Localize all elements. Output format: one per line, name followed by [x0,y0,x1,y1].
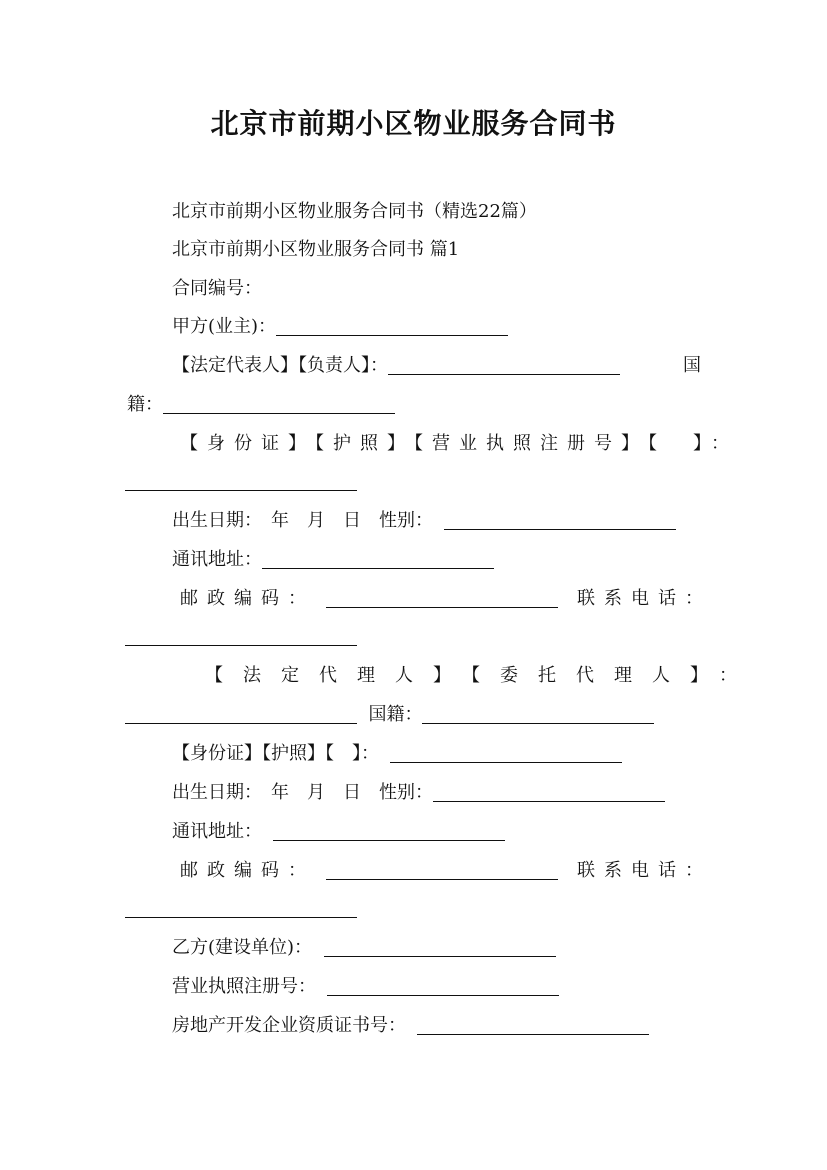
postcode-label: 邮政编码： [180,588,315,609]
address-blank[interactable] [262,548,494,569]
postcode-blank[interactable] [326,587,558,608]
postcode-line [180,586,558,612]
subtitle-line: 北京市前期小区物业服务合同书（精选22篇） [172,201,537,222]
nationality-tail-label: 籍： [127,394,163,415]
contract-number-line: 合同编号： [172,278,262,299]
qualification-blank[interactable] [417,1014,649,1035]
nationality-blank[interactable] [163,393,395,414]
id-number-blank[interactable] [125,470,357,491]
agent-phone-blank[interactable] [125,897,357,918]
agent-address-label: 通讯地址： [172,821,262,842]
party-a-label: 甲方(业主)： [172,316,277,337]
nationality-line [127,392,395,418]
party-b-line [172,935,556,961]
agent-id-line [172,741,622,767]
address-label: 通讯地址： [172,549,262,570]
agent-address-line [172,819,505,845]
birth-date-line [172,508,676,534]
birth-date-label: 出生日期： 年 月 日 性别： [172,510,433,531]
license-line [172,974,559,1000]
agent-nationality-label: 国籍： [368,704,423,725]
license-blank[interactable] [327,975,559,996]
agent-birth-date-label: 出生日期： 年 月 日 性别： [172,782,433,803]
qualification-line [172,1013,649,1039]
agent-postcode-line [180,858,558,884]
birth-gender-blank[interactable] [444,509,676,530]
agent-birth-gender-blank[interactable] [433,781,665,802]
agent-line: 【法定代理人】【委托代理人】： [205,665,757,686]
qualification-label: 房地产开发企业资质证书号： [172,1015,406,1036]
party-b-blank[interactable] [324,936,556,957]
address-line [172,547,494,573]
id-types-line: 【身份证】【护照】【营业执照注册号】【 】： [180,433,738,454]
legal-rep-line [172,353,620,379]
chapter-line: 北京市前期小区物业服务合同书 篇1 [172,239,460,260]
agent-name-line [125,702,654,728]
agent-postcode-label: 邮政编码： [180,860,315,881]
agent-phone-line [125,896,357,922]
agent-nationality-blank[interactable] [422,703,654,724]
document-title: 北京市前期小区物业服务合同书 [210,107,617,140]
party-b-label: 乙方(建设单位)： [172,937,313,958]
legal-rep-blank[interactable] [388,354,620,375]
party-a-line [172,314,508,340]
agent-id-blank[interactable] [390,742,622,763]
nationality-continued: 国 [683,355,701,376]
party-a-blank[interactable] [276,315,508,336]
agent-phone-label: 联系电话： [577,860,712,881]
agent-name-blank[interactable] [125,703,357,724]
phone-line [125,624,357,650]
agent-postcode-blank[interactable] [326,859,558,880]
legal-rep-label: 【法定代表人】【负责人】： [172,355,388,376]
agent-id-label: 【身份证】【护照】【 】： [172,743,379,764]
id-number-line [125,469,357,495]
license-label: 营业执照注册号： [172,976,316,997]
phone-blank[interactable] [125,625,357,646]
phone-label: 联系电话： [577,588,712,609]
agent-birth-date-line [172,780,665,806]
agent-address-blank[interactable] [273,820,505,841]
